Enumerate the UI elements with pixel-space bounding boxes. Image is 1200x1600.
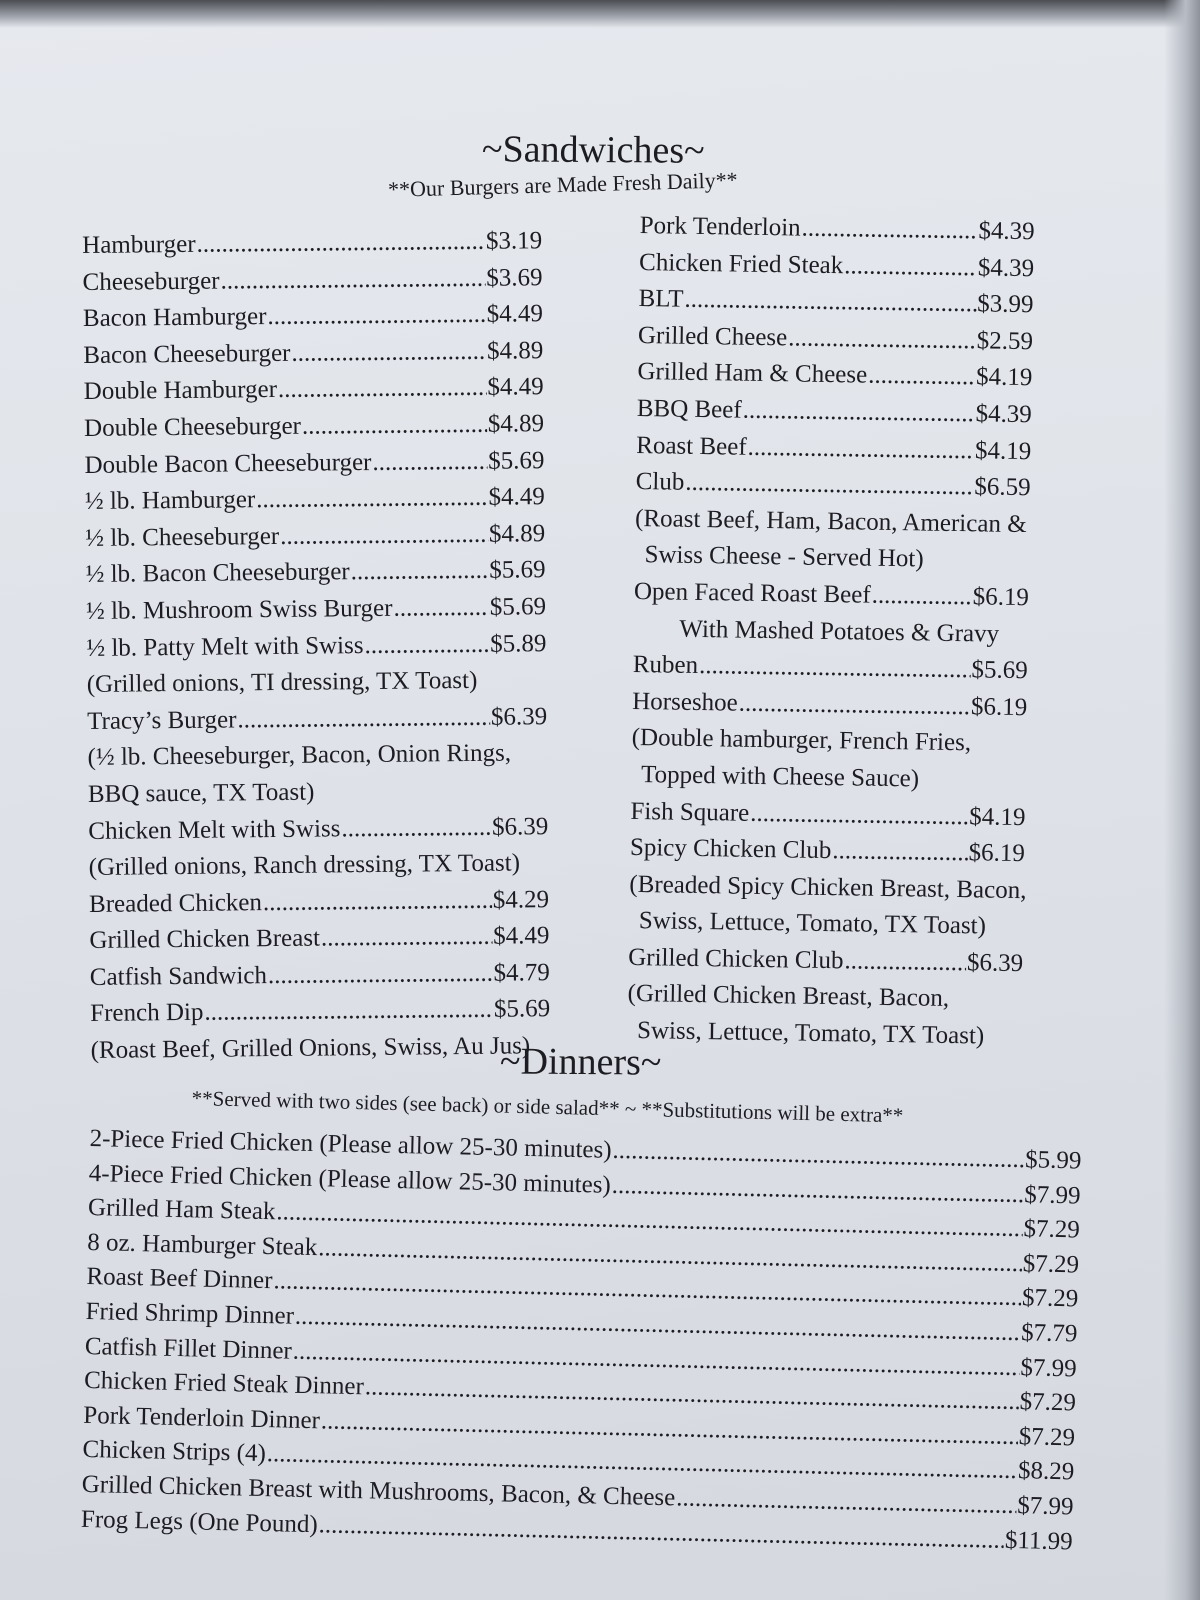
menu-item-price: $4.19 xyxy=(974,436,1032,465)
menu-item xyxy=(84,443,544,484)
menu-item-name: ½ lb. Bacon Cheeseburger xyxy=(85,558,350,589)
menu-item xyxy=(88,809,548,850)
dot-leader xyxy=(747,429,974,469)
menu-item-name: Spicy Chicken Club xyxy=(629,834,832,865)
menu-item-price: $4.39 xyxy=(977,253,1035,282)
dot-leader xyxy=(699,648,971,689)
dinner-item-price: $7.99 xyxy=(1016,1492,1074,1521)
menu-item-name: Hamburger xyxy=(82,230,196,259)
dinner-item-name: Catfish Fillet Dinner xyxy=(84,1332,293,1365)
dot-leader xyxy=(280,517,488,556)
menu-item xyxy=(638,318,1034,361)
dot-leader xyxy=(267,297,486,336)
sandwiches-right-column xyxy=(627,208,1035,1056)
dot-leader xyxy=(868,358,975,396)
sandwiches-heading: ~Sandwiches~ xyxy=(481,128,705,172)
menu-item-price: $5.69 xyxy=(971,656,1028,685)
dot-leader xyxy=(220,260,485,299)
sandwiches-note: **Our Burgers are Made Fresh Daily** xyxy=(387,167,738,202)
menu-item xyxy=(635,464,1031,507)
menu-item-price: $4.19 xyxy=(969,802,1026,831)
menu-item xyxy=(84,370,544,411)
menu-item-price: $6.19 xyxy=(972,583,1030,612)
menu-item-name: Double Cheeseburger xyxy=(83,412,302,442)
menu-item-name: French Dip xyxy=(90,999,204,1028)
dinner-item-name: Grilled Ham Steak xyxy=(87,1194,276,1226)
dot-leader xyxy=(341,809,491,847)
menu-item-price: $6.39 xyxy=(490,702,548,731)
menu-item-price: $4.49 xyxy=(488,483,545,511)
dot-leader xyxy=(742,393,974,433)
menu-item xyxy=(636,428,1032,471)
menu-item-price: $4.19 xyxy=(975,363,1033,392)
menu-item-description: (Roast Beef, Grilled Onions, Swiss, Au Jus) xyxy=(90,1032,531,1065)
menu-item-description: Swiss, Lettuce, Tomato, TX Toast) xyxy=(636,1017,985,1050)
dinner-item-name: 2-Piece Fried Chicken (Please allow 25-30 minutes) xyxy=(89,1124,612,1164)
menu-item-name: BBQ Beef xyxy=(636,394,742,424)
dinner-item-name: 8 oz. Hamburger Steak xyxy=(86,1228,318,1261)
dot-leader xyxy=(268,956,493,995)
dot-leader xyxy=(685,465,974,506)
menu-item-description: (Grilled onions, Ranch dressing, TX Toast) xyxy=(88,849,521,882)
dinner-item-price: $7.99 xyxy=(1020,1353,1077,1383)
menu-item-name: ½ lb. Hamburger xyxy=(84,486,256,516)
menu-item xyxy=(630,830,1026,873)
menu-item xyxy=(89,882,549,923)
dot-leader xyxy=(237,699,490,738)
dot-leader xyxy=(684,282,976,323)
menu-item-price: $3.99 xyxy=(977,290,1034,319)
dot-leader xyxy=(256,480,488,519)
dot-leader xyxy=(302,407,487,446)
dinner-item-price: $7.29 xyxy=(1018,1422,1076,1452)
menu-item xyxy=(639,208,1035,251)
menu-item-price: $5.69 xyxy=(489,556,546,585)
menu-item-name: Fish Square xyxy=(630,797,750,827)
menu-item xyxy=(628,940,1024,983)
menu-item-name: Roast Beef xyxy=(636,431,747,461)
dot-leader xyxy=(321,919,493,957)
menu-item-name: ½ lb. Mushroom Swiss Burger xyxy=(85,594,393,625)
menu-item xyxy=(84,406,544,447)
menu-item-name: Club xyxy=(635,468,685,496)
menu-item-price: $4.39 xyxy=(975,400,1033,429)
dinner-item-name: Roast Beef Dinner xyxy=(86,1263,273,1295)
dinner-item-name: Pork Tenderloin Dinner xyxy=(83,1401,321,1435)
dinner-item-price: $7.29 xyxy=(1023,1215,1081,1244)
dinner-item-name: Chicken Fried Steak Dinner xyxy=(83,1367,365,1401)
menu-item-name: Bacon Hamburger xyxy=(82,303,267,333)
dot-leader xyxy=(738,685,970,725)
dot-leader xyxy=(801,211,977,250)
menu-item xyxy=(85,553,545,594)
menu-item-name: Pork Tenderloin xyxy=(639,211,801,242)
dot-leader xyxy=(204,992,493,1032)
menu-item xyxy=(90,992,550,1033)
menu-item-price: $4.29 xyxy=(492,885,550,914)
menu-item-price: $2.59 xyxy=(976,327,1034,355)
menu-item xyxy=(639,245,1035,288)
menu-item-description: (½ lb. Cheeseburger, Bacon, Onion Rings, xyxy=(87,739,512,772)
dinners-list xyxy=(81,1122,1082,1560)
menu-item xyxy=(85,516,545,557)
menu-item-price: $4.79 xyxy=(493,959,550,987)
dinner-item-price: $5.99 xyxy=(1024,1146,1082,1175)
dot-leader xyxy=(350,553,488,591)
dinner-item-name: Chicken Strips (4) xyxy=(82,1436,267,1468)
menu-item-description: Swiss, Lettuce, Tomato, TX Toast) xyxy=(638,907,987,940)
dinner-item-name: Fried Shrimp Dinner xyxy=(85,1297,295,1330)
menu-item-price: $6.19 xyxy=(970,692,1028,721)
menu-item-price: $5.69 xyxy=(488,446,545,475)
dinner-item-name: 4-Piece Fried Chicken (Please allow 25-30 minutes) xyxy=(88,1159,612,1199)
menu-item-price: $6.39 xyxy=(491,812,549,841)
dinner-item-price: $7.29 xyxy=(1022,1249,1080,1279)
menu-item-name: Grilled Cheese xyxy=(637,321,788,352)
dot-leader xyxy=(196,224,485,264)
dinner-item-name: Grilled Chicken Breast with Mushrooms, Bacon, & Cheese xyxy=(81,1470,676,1512)
dinner-item-price: $7.29 xyxy=(1019,1388,1077,1417)
menu-item-price: $4.89 xyxy=(486,336,544,365)
menu-item xyxy=(90,955,550,996)
menu-item-name: BLT xyxy=(638,285,684,313)
dot-leader xyxy=(832,833,968,872)
dinner-item-name: Frog Legs (One Pound) xyxy=(80,1505,319,1538)
menu-item-description: Topped with Cheese Sauce) xyxy=(640,760,920,793)
dinners-note: **Served with two sides (see back) or side salad** ~ **Substitutions will be extra** xyxy=(191,1086,904,1128)
menu-item-description: BBQ sauce, TX Toast) xyxy=(87,778,315,808)
menu-item-price: $4.39 xyxy=(978,217,1035,246)
menu-item xyxy=(630,793,1026,836)
menu-item-name: Breaded Chicken xyxy=(88,888,263,918)
dinner-item-price: $7.79 xyxy=(1020,1319,1078,1348)
menu-item-name: Ruben xyxy=(632,651,699,680)
menu-item-description: (Double hamburger, French Fries, xyxy=(631,724,972,757)
menu-item-name: Bacon Cheeseburger xyxy=(83,339,291,369)
menu-item-description: With Mashed Potatoes & Gravy xyxy=(679,615,1000,648)
menu-item xyxy=(632,684,1028,727)
menu-item xyxy=(637,354,1033,397)
menu-item xyxy=(82,260,542,301)
menu-item-name: Horseshoe xyxy=(632,687,738,717)
menu-item xyxy=(85,479,545,520)
dot-leader xyxy=(750,795,969,835)
dot-leader xyxy=(372,443,487,481)
menu-item-name: Catfish Sandwich xyxy=(89,961,268,991)
menu-item-name: Grilled Ham & Cheese xyxy=(637,358,868,389)
dot-leader xyxy=(291,334,486,373)
menu-item-name: ½ lb. Cheeseburger xyxy=(85,522,280,552)
menu-item-price: $5.69 xyxy=(493,995,551,1024)
menu-item-description: (Grilled Chicken Breast, Bacon, xyxy=(627,980,950,1013)
menu-item-name: Chicken Melt with Swiss xyxy=(88,814,341,845)
dot-leader xyxy=(844,248,977,287)
menu-item-name: Grilled Chicken Breast xyxy=(89,924,321,955)
menu-item-price: $4.49 xyxy=(493,922,550,951)
menu-item-price: $6.39 xyxy=(966,949,1024,977)
menu-item-name: ½ lb. Patty Melt with Swiss xyxy=(86,631,364,662)
dinner-item-price: $11.99 xyxy=(1004,1526,1074,1555)
menu-item-name: Cheeseburger xyxy=(82,267,220,296)
menu-item-description: (Breaded Spicy Chicken Breast, Bacon, xyxy=(629,870,1027,904)
dot-leader xyxy=(788,320,976,360)
menu-item-description: (Grilled onions, TI dressing, TX Toast) xyxy=(86,667,478,699)
menu-item-price: $4.49 xyxy=(487,373,544,402)
menu-item xyxy=(637,391,1033,434)
menu-item-name: Grilled Chicken Club xyxy=(628,943,844,975)
menu-item xyxy=(86,626,546,667)
menu-item xyxy=(638,281,1034,324)
dot-leader xyxy=(844,943,966,981)
menu-item-price: $5.89 xyxy=(489,629,547,658)
menu-item-price: $6.19 xyxy=(968,839,1026,868)
menu-item xyxy=(82,223,542,264)
menu-item-name: Open Faced Roast Beef xyxy=(633,577,871,609)
dinners-heading: ~Dinners~ xyxy=(499,1040,662,1084)
dot-leader xyxy=(278,370,487,409)
menu-item xyxy=(83,333,543,374)
menu-item-price: $6.59 xyxy=(974,473,1031,502)
sandwiches-left-column xyxy=(82,223,551,1069)
menu-item xyxy=(86,589,546,630)
menu-item-price: $3.69 xyxy=(486,263,543,292)
menu-item-price: $3.19 xyxy=(485,227,543,255)
menu-item xyxy=(89,918,549,959)
menu-item-price: $4.49 xyxy=(486,300,544,328)
menu-item-name: Double Bacon Cheeseburger xyxy=(84,448,372,479)
menu-item-name: Tracy’s Burger xyxy=(87,706,237,735)
menu-item-name: Double Hamburger xyxy=(83,376,278,406)
menu-item-description: (Roast Beef, Ham, Bacon, American & xyxy=(634,504,1027,538)
menu-item-name: Chicken Fried Steak xyxy=(638,248,844,279)
menu-item-price: $5.69 xyxy=(489,593,547,621)
dot-leader xyxy=(871,578,972,616)
dinner-item-price: $7.29 xyxy=(1021,1284,1079,1313)
dot-leader xyxy=(263,882,492,921)
dinner-item-price: $7.99 xyxy=(1024,1180,1081,1210)
menu-item xyxy=(633,647,1029,690)
dot-leader xyxy=(364,626,489,664)
menu-item xyxy=(87,699,547,740)
menu-item-description: Swiss Cheese - Served Hot) xyxy=(644,541,924,573)
menu-item xyxy=(83,296,543,337)
dot-leader xyxy=(393,590,489,628)
menu-item xyxy=(634,574,1030,617)
dinner-item-price: $8.29 xyxy=(1017,1457,1075,1486)
menu-item-price: $4.89 xyxy=(487,410,545,438)
menu-item-price: $4.89 xyxy=(488,519,546,548)
